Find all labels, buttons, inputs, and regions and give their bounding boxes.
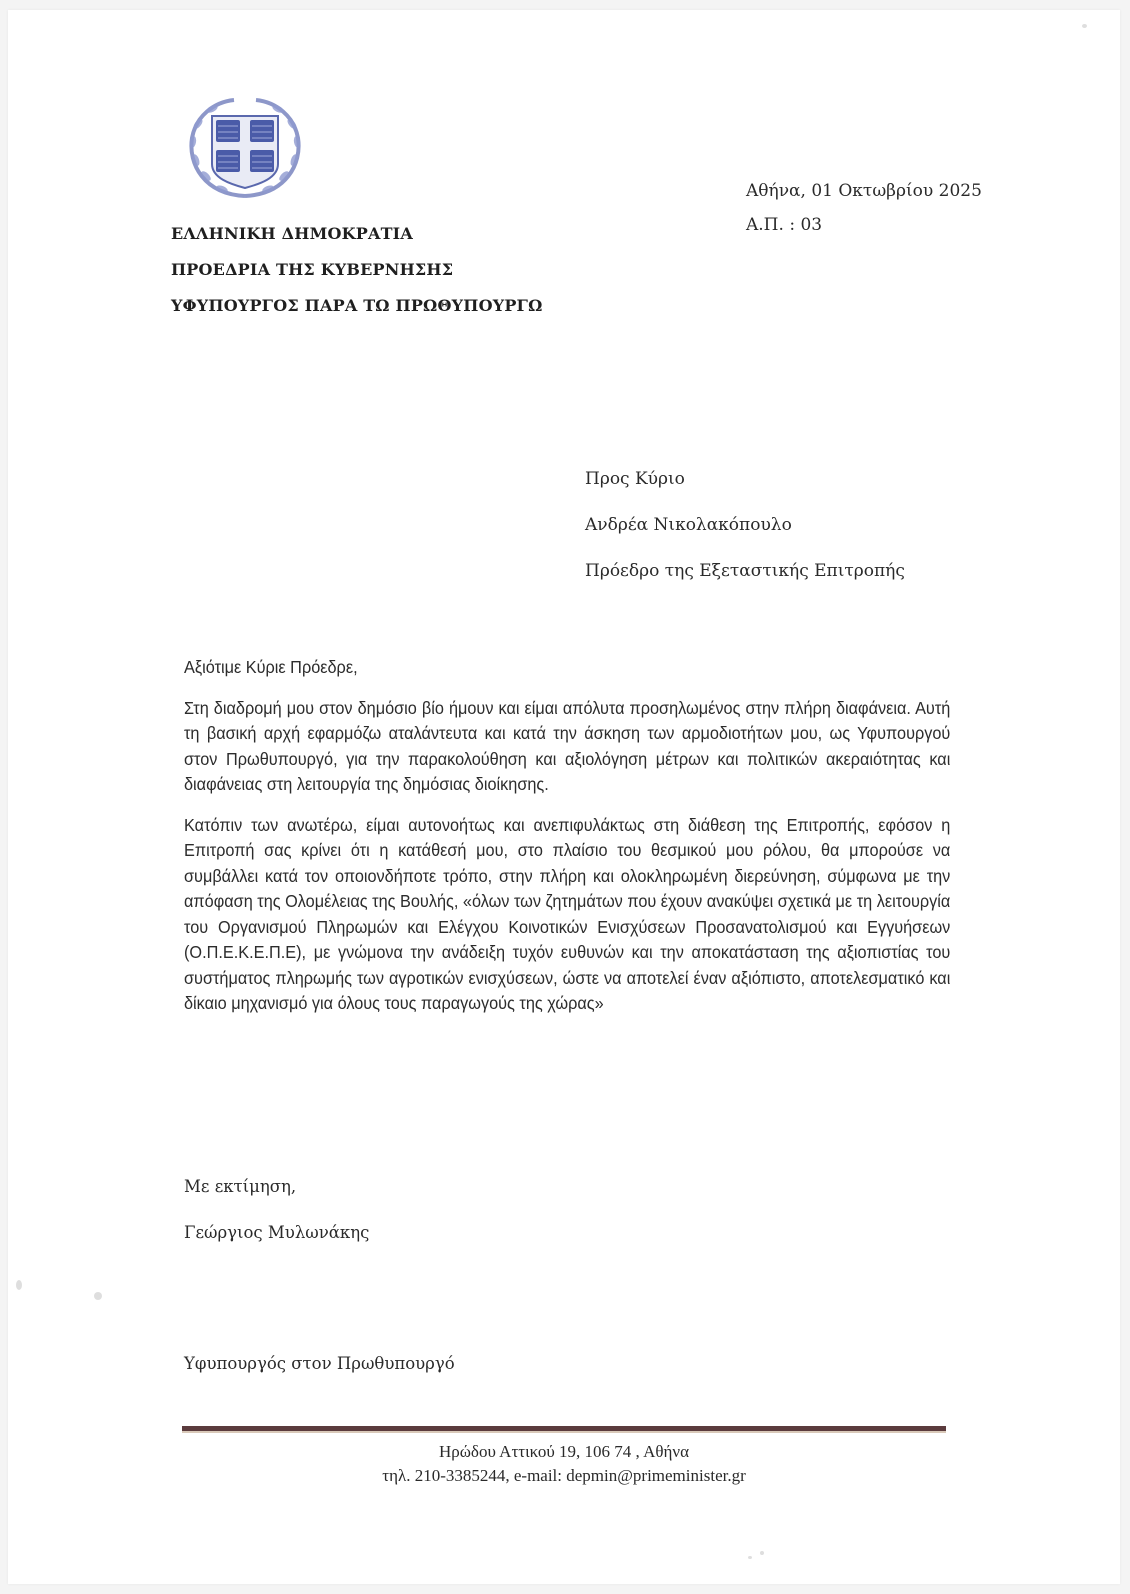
letterhead bbox=[171, 222, 543, 330]
footer-divider bbox=[182, 1426, 946, 1433]
scan-speck bbox=[1082, 24, 1087, 28]
scan-speck bbox=[760, 1551, 764, 1555]
greek-coat-of-arms-icon bbox=[184, 94, 306, 202]
letter-body bbox=[184, 655, 951, 1032]
signatory-title: Υφυπουργός στον Πρωθυπουργό bbox=[184, 1354, 455, 1373]
recipient-title: Πρόεδρο της Εξεταστικής Επιτροπής bbox=[585, 561, 905, 581]
recipient-name: Ανδρέα Νικολακόπουλο bbox=[585, 515, 792, 535]
closing-block bbox=[184, 1176, 369, 1268]
body-paragraph: Κατόπιν των ανωτέρω, είμαι αυτονοήτως και ανεπιφυλάκτως στη διάθεση της Επιτροπής, εφόσον η Επιτροπή σας κρίνει ότι η κατάθεσή μου, στο πλαίσιο του θεσμικού μου ρόλου, θα μπορούσε να συμβάλλει κατά τον οποιονδήποτε τρόπο, στην πλήρη και ολοκληρωμένη διερεύνηση, σύμφωνα με την απόφαση της Ολομέλειας της Βουλής, «όλων των ζητημάτων που έχουν ανακύψει σχετικά με τη λειτουργία του Οργανισμού Πληρωμών και Ελέγχου Κοινοτικών Ενισχύσεων Προσανατολισμού και Εγγυήσεων (Ο.Π.Ε.Κ.Ε.Π.Ε), με γνώμονα την ανάδειξη τυχόν ευθυνών και την αποκατάσταση της αξιοπιστίας του συστήματος πληρωμής των αγροτικών ενισχύσεων, ώστε να αποτελεί έναν αξιόπιστο, αποτελεσματικό και δίκαιο μηχανισμό για όλους τους παραγωγούς της χώρας» bbox=[184, 814, 951, 1013]
letterhead-line: ΕΛΛΗΝΙΚΗ ΔΗΜΟΚΡΑΤΙΑ bbox=[171, 224, 413, 243]
footer-address: Ηρώδου Αττικού 19, 106 74 , Αθήνα bbox=[438, 1442, 690, 1461]
letterhead-line: ΠΡΟΕΔΡΙΑ ΤΗΣ ΚΥΒΕΡΝΗΣΗΣ bbox=[171, 260, 454, 279]
letter-date: Αθήνα, 01 Οκτωβρίου 2025 bbox=[746, 181, 982, 201]
letter-page bbox=[8, 10, 1120, 1584]
signatory-name: Γεώργιος Μυλωνάκης bbox=[184, 1223, 370, 1242]
footer bbox=[182, 1440, 946, 1488]
scan-speck bbox=[16, 1280, 22, 1290]
footer-contact: τηλ. 210-3385244, e-mail: depmin@primeminister.gr bbox=[382, 1466, 746, 1485]
date-block bbox=[746, 180, 982, 248]
scan-speck bbox=[748, 1556, 752, 1559]
valediction: Με εκτίμηση, bbox=[184, 1177, 297, 1196]
protocol-number: Α.Π. : 03 bbox=[746, 215, 823, 235]
scan-speck bbox=[94, 1292, 102, 1300]
recipient-line: Προς Κύριο bbox=[585, 469, 685, 489]
body-paragraph: Στη διαδρομή μου στον δημόσιο βίο ήμουν και είμαι απόλυτα προσηλωμένος στην πλήρη διαφάνεια. Αυτή τη βασική αρχή εφαρμόζω αταλάντευτα και κατά την άσκηση των αρμοδιοτήτων μου, ως Υφυπουργού στον Πρωθυπουργό, για την παρακολούθηση και αξιολόγηση μέτρων και πολιτικών ακεραιότητας και διαφάνειας στη λειτουργία της δημόσιας διοίκησης. bbox=[184, 697, 951, 794]
salutation: Αξιότιμε Κύριε Πρόεδρε, bbox=[184, 657, 358, 677]
letterhead-line: ΥΦΥΠΟΥΡΓΟΣ ΠΑΡΑ ΤΩ ΠΡΩΘΥΠΟΥΡΓΩ bbox=[171, 296, 543, 315]
recipient-block bbox=[585, 468, 905, 606]
